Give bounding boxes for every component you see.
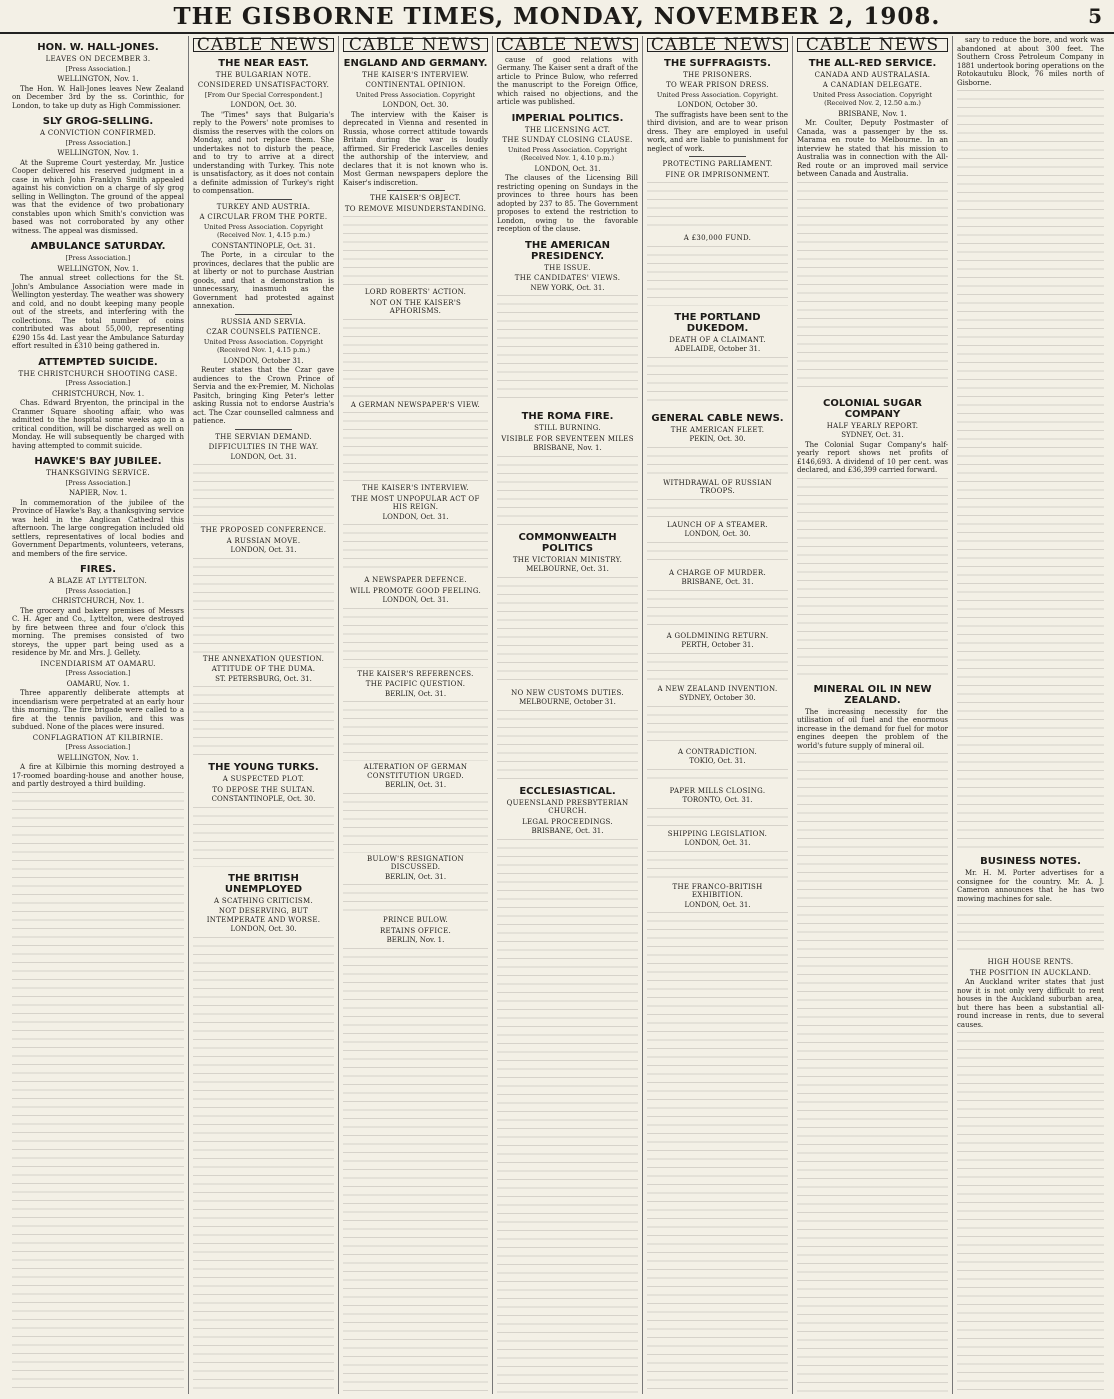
headline: THE NEAR EAST. [218,57,309,69]
headline: ECCLESIASTICAL. [519,785,616,797]
subheading: THE KAISER'S REFERENCES. [357,669,474,678]
text-lines [343,608,488,668]
subheading: A CONVICTION CONFIRMED. [39,129,157,137]
article-body: Mr. Coulter, Deputy Postmaster of Canada, was a passenger by the ss. Marama en route to Melbourne. In an interview he stated that his mission to Australia was in connection with the All-Red route or an improved mail service between Canada and Australia. [797,119,948,178]
dateline: TOKIO, Oct. 31. [689,757,746,765]
dateline: CONSTANTINOPLE, Oct. 30. [211,795,316,803]
dateline: BRISBANE, Nov. 1. [533,444,602,452]
subheading: THE PROPOSED CONFERENCE. [200,526,327,534]
headline: THE BRITISH UNEMPLOYED [224,872,303,895]
subheading: INCENDIARISM AT OAMARU. [40,659,156,668]
subheading: THE KAISER'S INTERVIEW. [362,484,469,492]
subheading: THE KAISER'S OBJECT. [369,194,461,202]
dateline: LONDON, Oct. 30. [382,101,449,109]
article-body: The Porte, in a circular to the provinces, declares that the public are at liberty or not to purchase Austrian goods, and that a demonstration is unnecessary, inasmuch as the Government had protested against annexation. [193,251,334,310]
article-body: The Hon. W. Hall-Jones leaves New Zealand on December 3rd by the ss. Corinthic, for London, to take up duty as High Commissioner. [12,84,184,110]
subheading: THE SUNDAY CLOSING CLAUSE. [502,136,633,144]
press-credit: [From Our Special Correspondent.] [204,90,323,99]
text-lines [647,912,788,1394]
subheading: THANKSGIVING SERVICE. [46,469,150,477]
subheading: VISIBLE FOR SEVENTEEN MILES [501,434,634,443]
subheading: NO NEW CUSTOMS DUTIES. [511,688,624,697]
subheading: FINE OR IMPRISONMENT. [665,170,770,179]
dateline: NEW YORK, Oct. 31. [530,283,605,292]
dateline: WELLINGTON, Nov. 1. [57,149,139,157]
subheading: A CANADIAN DELEGATE. [822,81,923,89]
subheading: A CONTRADICTION. [677,747,758,756]
dateline: LONDON, October 31. [223,356,304,365]
dateline: PERTH, October 31. [681,641,754,649]
headline: THE PORTLAND DUKEDOM. [674,311,761,334]
subheading: PROTECTING PARLIAMENT. [662,160,773,168]
subheading: LEAVES ON DECEMBER 3. [45,55,151,63]
dateline: BERLIN, Oct. 31. [384,689,447,698]
text-lines [647,357,788,407]
headline: THE ALL-RED SERVICE. [808,57,937,69]
section-banner: CABLE NEWS [647,38,788,52]
section-banner: CABLE NEWS [797,38,948,52]
dateline: CONSTANTINOPLE, Oct. 31. [211,241,316,250]
subheading: THE CANDIDATES' VIEWS. [514,274,621,282]
subheading: TURKEY AND AUSTRIA. [216,202,311,211]
text-lines [193,937,334,1395]
text-lines [647,447,788,477]
subheading: LAUNCH OF A STEAMER. [667,520,768,529]
headline: THE ROMA FIRE. [521,411,614,422]
subheading: A NEW ZEALAND INVENTION. [657,684,778,693]
text-lines [647,182,788,232]
press-credit: United Press Association. Copyright (Received Nov. 2, 12.50 a.m.) [812,90,933,107]
article-body: The "Times" says that Bulgaria's reply to the Powers' note promises to dismiss the reserves with the colors on Monday, and not replace them. She undertakes not to disturb the peace, and to try to arrive at a direct understanding with Turkey. This note is unsatisfactory, as it does not contain a definite admission of Turkey's right to compensation. [193,110,334,195]
text-lines [957,906,1104,956]
column-7 [952,36,1108,1394]
subheading: DEATH OF A CLAIMANT. [669,335,766,344]
subheading: THE VICTORIAN MINISTRY. [512,555,623,564]
dateline: LONDON, Oct. 30. [684,530,751,538]
subheading: RUSSIA AND SERVIA. [220,317,307,326]
subheading: THE MOST UNPOPULAR ACT OF HIS REIGN. [351,494,480,511]
headline: SLY GROG-SELLING. [42,116,154,127]
text-lines [647,653,788,683]
text-lines [12,792,184,1395]
headline: GENERAL CABLE NEWS. [651,412,784,424]
subheading: THE PRISONERS. [683,70,752,79]
headline: HON. W. HALL-JONES. [37,42,159,53]
article-body: In commemoration of the jubilee of the Province of Hawke's Bay, a thanksgiving service was held in the Anglican Cathedral this afternoon. The large congregation included old settlers, representatives of local bodies and Government Departments, volunteers, veterans, and members of the fire service. [12,498,184,558]
dateline: MELBOURNE, Oct. 31. [526,565,609,573]
dateline: WELLINGTON, Nov. 1. [57,75,139,83]
subheading: THE SERVIAN DEMAND. [215,432,312,441]
subheading: TO REMOVE MISUNDERSTANDING. [344,204,487,213]
subheading: THE PACIFIC QUESTION. [365,680,466,688]
dateline: TORONTO, Oct. 31. [682,796,753,804]
headline: AMBULANCE SATURDAY. [30,241,166,252]
headline: IMPERIAL POLITICS. [511,112,624,124]
headline: ENGLAND AND GERMANY. [343,57,488,69]
column-5 [642,36,792,1394]
text-lines [647,590,788,630]
subheading: THE POSITION IN AUCKLAND. [969,968,1092,977]
subheading: NOT DESERVING, BUT INTEMPERATE AND WORSE. [206,907,321,924]
subheading: TO DEPOSE THE SULTAN. [212,785,315,794]
subheading: QUEENSLAND PRESBYTERIAN CHURCH. [506,798,629,815]
dateline: BRISBANE, Oct. 31. [681,578,754,586]
masthead-title: THE GISBORNE TIMES, MONDAY, NOVEMBER 2, 1908. [173,3,941,30]
text-lines [193,686,334,756]
dateline: LONDON, Oct. 31. [684,839,751,847]
headline: THE AMERICAN PRESIDENCY. [525,239,610,262]
press-credit: United Press Association. Copyright. [656,90,779,99]
article-body: sary to reduce the bore, and work was abandoned at about 300 feet. The Southern Cross Petroleum Company in 1881 undertook boring operations on the Rotokautuku Block, 76 miles north of Gisborne. [957,36,1104,87]
column-4 [492,36,642,1394]
subheading: THE CHRISTCHURCH SHOOTING CASE. [18,369,178,378]
text-lines [797,182,948,392]
text-lines [193,807,334,867]
dateline: MELBOURNE, October 31. [519,698,616,706]
subheading: STILL BURNING. [534,424,601,432]
dateline: WELLINGTON, Nov. 1. [57,264,139,273]
section-banner: CABLE NEWS [343,38,488,52]
dateline: BERLIN, Oct. 31. [384,872,447,881]
dateline: LONDON, Oct. 31. [230,546,297,554]
subheading: WILL PROMOTE GOOD FEELING. [349,586,481,595]
page-number: 5 [1088,4,1102,28]
dateline: BERLIN, Oct. 31. [384,781,447,789]
press-credit: [Press Association.] [65,138,131,147]
masthead [0,0,1114,34]
text-lines [343,884,488,914]
subheading: HIGH HOUSE RENTS. [987,958,1074,966]
text-lines [497,456,638,526]
subheading: LORD ROBERTS' ACTION. [364,288,467,296]
dateline: WELLINGTON, Nov. 1. [57,753,139,762]
article-body: The Colonial Sugar Company's half-yearly report shows net profits of £146,693. A dividend of 10 per cent. was declared, and £36,399 carried forward. [797,440,948,474]
text-lines [797,478,948,678]
article-body: At the Supreme Court yesterday, Mr. Justice Cooper delivered his reserved judgment in a case in which John Franklyn Smith appealed against his conviction on a charge of sly grog selling in Wellington. The ground of the appeal was that the evidence of two probationary constables upon which Smith's conviction was based was not corroborated by any other witness. The appeal was dismissed. [12,158,184,235]
subheading: RETAINS OFFICE. [379,926,452,935]
subheading: A CHARGE OF MURDER. [668,568,767,577]
text-lines [193,558,334,653]
press-credit: [Press Association.] [65,669,131,677]
article-body: The suffragists have been sent to the third division, and are to wear prison dress. They are employed in useful work, and are liable to punishment for neglect of work. [647,110,788,153]
text-lines [343,412,488,482]
subheading: A CIRCULAR FROM THE PORTE. [199,213,328,221]
subheading: HALF YEARLY REPORT. [826,421,919,430]
article-body: Reuter states that the Czar gave audiences to the Crown Prince of Servia and the ex-Premier, M. Nicholas Pasitch, bringing King Peter's letter asking Russia not to endorse Austria's act. The Czar counselled calmness and patience. [193,366,334,425]
subheading: A NEWSPAPER DEFENCE. [364,576,467,584]
section-banner: CABLE NEWS [497,38,638,52]
text-lines [647,499,788,519]
headline: THE YOUNG TURKS. [208,762,319,773]
subheading: ATTITUDE OF THE DUMA. [211,665,316,673]
text-lines [647,769,788,785]
section-banner: CABLE NEWS [193,38,334,52]
subheading: BULOW'S RESIGNATION DISCUSSED. [367,854,464,871]
press-credit: United Press Association. Copyright (Received Nov. 1, 4.15 p.m.) [203,337,324,354]
text-lines [343,793,488,853]
article-body: cause of good relations with Germany. The Kaiser sent a draft of the article to Prince Bulow, who referred the manuscript to the Foreign Office, which raised no objections, and the article was published. [497,55,638,106]
dateline: LONDON, Oct. 30. [230,925,297,933]
text-lines [193,464,334,524]
subheading: NOT ON THE KAISER'S APHORISMS. [369,298,462,315]
dateline: LONDON, Oct. 30. [230,101,297,109]
subheading: PAPER MILLS CLOSING. [669,786,766,795]
text-lines [647,851,788,881]
press-credit: [Press Association.] [65,64,131,73]
text-lines [957,90,1104,850]
text-lines [647,542,788,567]
dateline: LONDON, Oct. 31. [684,900,751,909]
subheading: A GOLDMINING RETURN. [666,631,769,640]
dateline: LONDON, Oct. 31. [230,452,297,461]
subheading: LEGAL PROCEEDINGS. [522,817,613,826]
subheading: ALTERATION OF GERMAN CONSTITUTION URGED. [363,763,468,780]
dateline: ST. PETERSBURG, Oct. 31. [215,674,312,683]
divider [235,199,291,200]
subheading: THE LICENSING ACT. [524,125,611,134]
headline: COLONIAL SUGAR COMPANY [822,397,922,420]
headline: THE SUFFRAGISTS. [664,57,771,69]
divider [387,190,445,191]
article-body: Three apparently deliberate attempts at incendiarism were perpetrated at an early hour this morning. The fire brigade were called to a fire at the tennis pavilion, and this was subdued. None of the places were insured. [12,689,184,731]
subheading: THE BULGARIAN NOTE. [215,70,312,79]
headline: FIRES. [79,564,117,575]
text-lines [957,1032,1104,1394]
dateline: OAMARU, Nov. 1. [66,679,130,688]
text-lines [497,839,638,1395]
dateline: LONDON, Oct. 31. [382,512,449,521]
dateline: CHRISTCHURCH, Nov. 1. [51,597,145,605]
dateline: BRISBANE, Nov. 1. [838,109,907,118]
subheading: CONFLAGRATION AT KILBIRNIE. [32,733,164,742]
subheading: A SCATHING CRITICISM. [213,896,314,905]
text-lines [497,295,638,405]
dateline: NAPIER, Nov. 1. [68,489,128,497]
text-lines [797,753,948,1394]
column-3 [338,36,492,1394]
column-1 [8,36,188,1394]
text-lines [343,524,488,574]
divider [689,156,745,157]
text-lines [343,319,488,399]
subheading: A £30,000 FUND. [683,234,752,242]
article-body: A fire at Kilbirnie this morning destroyed a 17-roomed boarding-house and another house, and partly destroyed a third building. [12,763,184,788]
dateline: CHRISTCHURCH, Nov. 1. [51,389,145,398]
press-credit: United Press Association. Copyright (Received Nov. 1, 4.10 p.m.) [507,145,628,162]
subheading: WITHDRAWAL OF RUSSIAN TROOPS. [663,478,772,495]
subheading: DIFFICULTIES IN THE WAY. [208,443,319,451]
subheading: PRINCE BULOW. [382,916,449,924]
headline: MINERAL OIL IN NEW ZEALAND. [813,683,932,706]
subheading: THE ISSUE. [544,263,591,272]
dateline: SYDNEY, Oct. 31. [841,431,904,439]
dateline: PEKIN, Oct. 30. [689,435,746,443]
divider [235,314,291,315]
subheading: THE ANNEXATION QUESTION. [202,654,325,663]
text-lines [647,706,788,746]
dateline: LONDON, Oct. 31. [534,164,601,173]
subheading: A BLAZE AT LYTTELTON. [49,577,147,585]
subheading: A RUSSIAN MOVE. [226,536,301,545]
dateline: BERLIN, Nov. 1. [386,936,445,944]
article-body: The interview with the Kaiser is deprecated in Vienna and resented in Russia, whose correct attitude towards Britain during the war is loudly affirmed. Sir Frederick Lascelles denies the authorship of the interview, and declares that it is not known who is. Most German newspapers deplore the Kaiser's indiscretion. [343,110,488,187]
subheading: SHIPPING LEGISLATION. [667,829,768,838]
headline: ATTEMPTED SUICIDE. [38,356,158,368]
subheading: TO WEAR PRISON DRESS. [666,81,769,89]
text-lines [343,948,488,1395]
headline: BUSINESS NOTES. [980,856,1081,867]
press-credit: [Press Association.] [65,478,131,487]
text-lines [497,577,638,687]
text-lines [343,216,488,286]
dateline: LONDON, Oct. 31. [382,596,449,604]
subheading: CONTINENTAL OPINION. [365,81,466,89]
column-6 [792,36,952,1394]
headline: HAWKE'S BAY JUBILEE. [34,456,162,467]
press-credit: [Press Association.] [65,254,131,262]
text-lines [343,701,488,761]
press-credit: [Press Association.] [65,743,131,751]
article-body: Mr. H. M. Porter advertises for a consignee for the country. Mr. A. J. Cameron announces that he has two mowing machines for sale. [957,869,1104,903]
dateline: BRISBANE, Oct. 31. [531,827,604,835]
text-lines [647,808,788,828]
divider [235,429,291,430]
subheading: CANADA AND AUSTRALASIA. [814,70,931,79]
dateline: LONDON, October 30. [677,101,758,109]
text-lines [497,710,638,780]
press-credit: United Press Association. Copyright (Received Nov. 1, 4.15 p.m.) [203,222,324,239]
subheading: CONSIDERED UNSATISFACTORY. [197,81,330,89]
article-body: Chas. Edward Bryenton, the principal in the Cranmer Square shooting affair, who was admitted to the hospital some weeks ago in a critical condition, will be discharged as well on Monday. He will subsequently be charged with having attempted to commit suicide. [12,399,184,450]
article-body: The increasing necessity for the utilisation of oil fuel and the enormous increase in the demand for fuel for motor engines deepen the problem of the world's future supply of mineral oil. [797,707,948,750]
column-2 [188,36,338,1394]
article-body: The grocery and bakery premises of Messrs C. H. Ager and Co., Lyttelton, were destroyed by fire between three and four o'clock this morning. The premises consisted of two storeys, the upper part being used as a residence by Mr. and Mrs. J. Gellety. [12,606,184,657]
subheading: THE AMERICAN FLEET. [670,425,765,434]
press-credit: [Press Association.] [65,586,131,595]
article-body: The annual street collections for the St. John's Ambulance Association were made in Wellington yesterday. The weather was showery and cold, and no doubt keeping many people out of the streets, and interfering with the collections. The total number of coins contributed was about 55,000, representing £290 15s 4d. Last year the Ambulance Saturday effort resulted in £310 being gathered in. [12,274,184,350]
dateline: ADELAIDE, October 31. [674,345,761,353]
headline: COMMONWEALTH POLITICS [518,531,617,554]
subheading: A GERMAN NEWSPAPER'S VIEW. [350,400,481,409]
subheading: A SUSPECTED PLOT. [222,775,305,783]
dateline: SYDNEY, October 30. [679,694,756,702]
subheading: THE KAISER'S INTERVIEW. [362,70,469,79]
subheading: THE FRANCO-BRITISH EXHIBITION. [672,882,763,899]
press-credit: United Press Association. Copyright [355,90,476,99]
text-lines [647,246,788,306]
press-credit: [Press Association.] [65,379,131,387]
subheading: CZAR COUNSELS PATIENCE. [206,328,321,336]
article-body: An Auckland writer states that just now it is not only very difficult to rent houses in the Auckland suburban area, but there has been a substantial all-round increase in rents, due to several causes. [957,978,1104,1029]
article-body: The clauses of the Licensing Bill restricting opening on Sundays in the provinces to three hours has been adopted by 237 to 85. The Government proposes to extend the restriction to London, owing to the favorable reception of the clause. [497,174,638,233]
